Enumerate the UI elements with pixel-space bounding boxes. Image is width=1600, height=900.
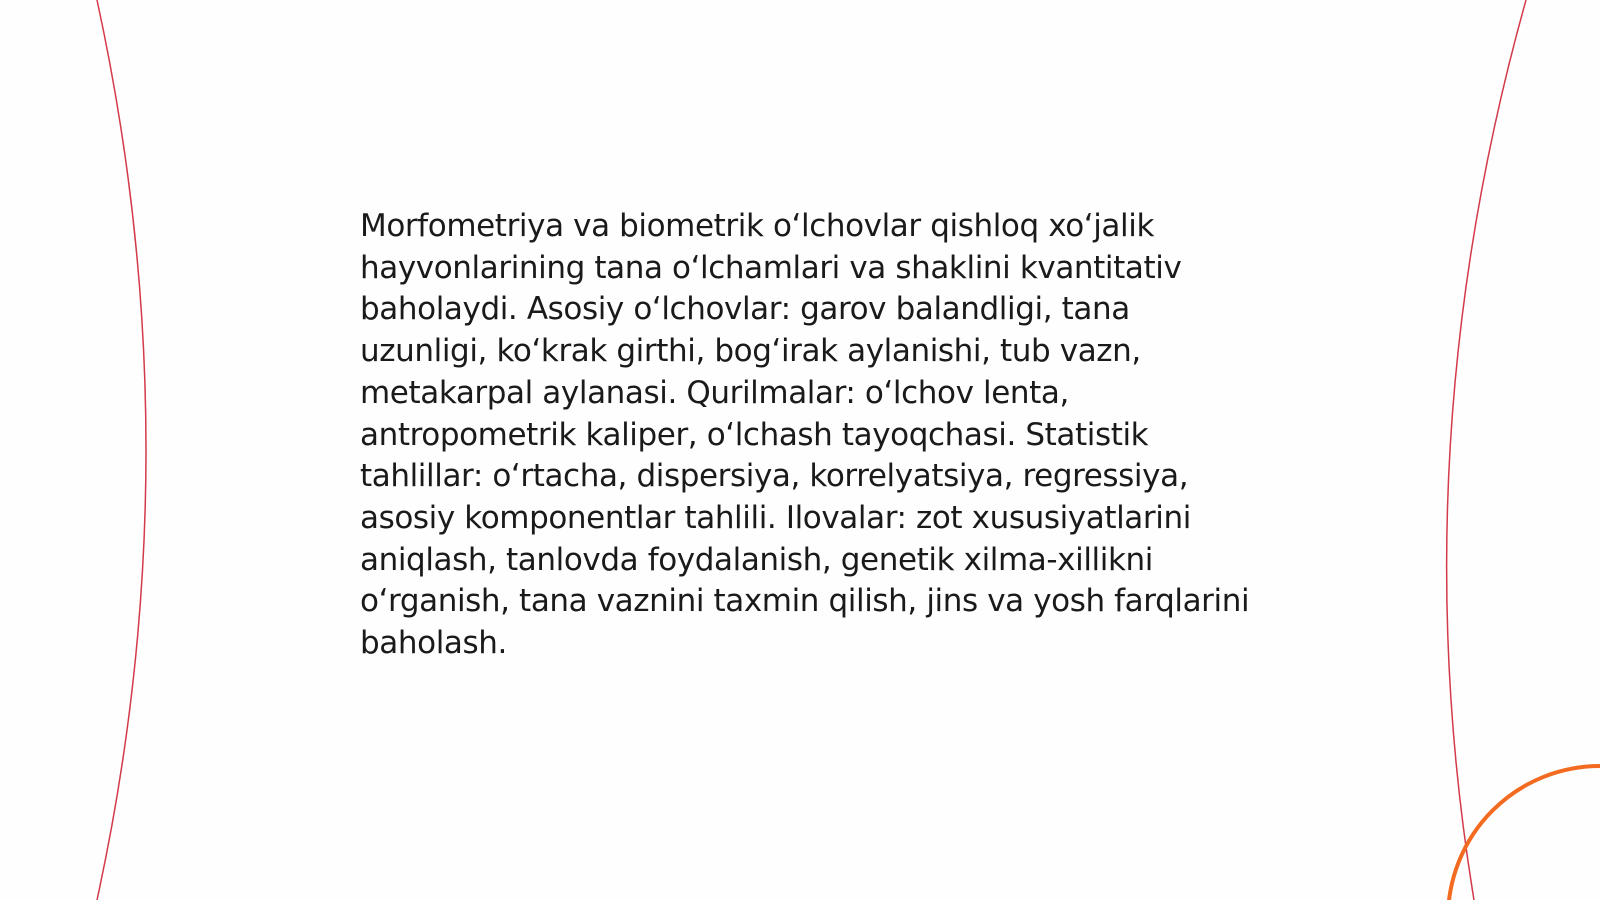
left-curve-line [97, 0, 146, 900]
right-curve-line [1447, 0, 1526, 900]
slide-body-text: Morfometriya va biometrik oʻlchovlar qishloq xoʻjalik hayvonlarining tana oʻlchamlari va shaklini kvantitativ baholaydi. Asosiy oʻlchovlar: garov balandligi, tana uzunligi, koʻkrak girthi, bogʻirak aylanishi, tub vazn, metakarpal aylanasi. Qurilmalar: oʻlchov lenta, antropometrik kaliper, oʻlchash tayoqchasi. Statistik tahlillar: oʻrtacha, dispersiya, korrelyatsiya, regressiya, asosiy komponentlar tahlili. Ilovalar: zot xususiyatlarini aniqlash, tanlovda foydalanish, genetik xilma-xillikni oʻrganish, tana vaznini taxmin qilish, jins va yosh farqlarini baholash. [360, 208, 1250, 662]
